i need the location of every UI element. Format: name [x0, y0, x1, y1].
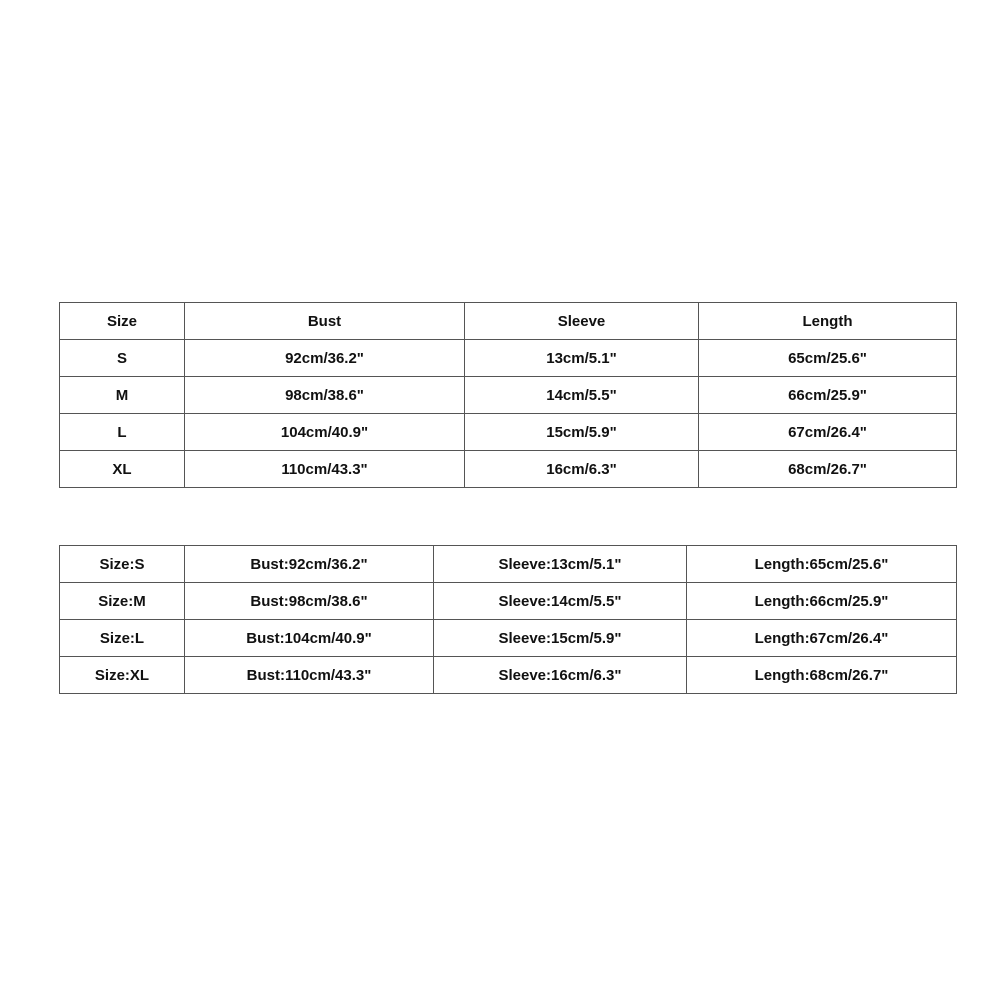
- cell-size: Size:L: [60, 620, 185, 657]
- size-detail-table: [59, 545, 957, 694]
- table-row: [60, 414, 957, 451]
- cell-bust: Bust:110cm/43.3": [185, 657, 434, 694]
- cell-size: Size:XL: [60, 657, 185, 694]
- cell-size: L: [60, 414, 185, 451]
- cell-size: M: [60, 377, 185, 414]
- cell-bust: Bust:104cm/40.9": [185, 620, 434, 657]
- cell-sleeve: Sleeve:13cm/5.1": [434, 546, 687, 583]
- cell-sleeve: 16cm/6.3": [465, 451, 699, 488]
- header-size: Size: [60, 303, 185, 340]
- table-row: [60, 583, 957, 620]
- cell-sleeve: Sleeve:14cm/5.5": [434, 583, 687, 620]
- cell-length: 65cm/25.6": [699, 340, 957, 377]
- table-row: [60, 377, 957, 414]
- cell-length: Length:66cm/25.9": [687, 583, 957, 620]
- cell-length: 66cm/25.9": [699, 377, 957, 414]
- table-row: [60, 340, 957, 377]
- cell-length: Length:65cm/25.6": [687, 546, 957, 583]
- cell-size: Size:S: [60, 546, 185, 583]
- table-row: [60, 451, 957, 488]
- cell-bust: 98cm/38.6": [185, 377, 465, 414]
- cell-sleeve: Sleeve:15cm/5.9": [434, 620, 687, 657]
- cell-length: 68cm/26.7": [699, 451, 957, 488]
- cell-sleeve: 14cm/5.5": [465, 377, 699, 414]
- table-row: [60, 620, 957, 657]
- cell-bust: Bust:92cm/36.2": [185, 546, 434, 583]
- table-header-row: [60, 303, 957, 340]
- table-row: [60, 546, 957, 583]
- cell-length: 67cm/26.4": [699, 414, 957, 451]
- cell-size: Size:M: [60, 583, 185, 620]
- cell-bust: Bust:98cm/38.6": [185, 583, 434, 620]
- cell-bust: 104cm/40.9": [185, 414, 465, 451]
- cell-sleeve: Sleeve:16cm/6.3": [434, 657, 687, 694]
- cell-size: S: [60, 340, 185, 377]
- cell-sleeve: 13cm/5.1": [465, 340, 699, 377]
- cell-bust: 110cm/43.3": [185, 451, 465, 488]
- cell-bust: 92cm/36.2": [185, 340, 465, 377]
- cell-size: XL: [60, 451, 185, 488]
- header-sleeve: Sleeve: [465, 303, 699, 340]
- size-chart-table: [59, 302, 957, 488]
- cell-length: Length:68cm/26.7": [687, 657, 957, 694]
- cell-sleeve: 15cm/5.9": [465, 414, 699, 451]
- cell-length: Length:67cm/26.4": [687, 620, 957, 657]
- table-row: [60, 657, 957, 694]
- header-length: Length: [699, 303, 957, 340]
- header-bust: Bust: [185, 303, 465, 340]
